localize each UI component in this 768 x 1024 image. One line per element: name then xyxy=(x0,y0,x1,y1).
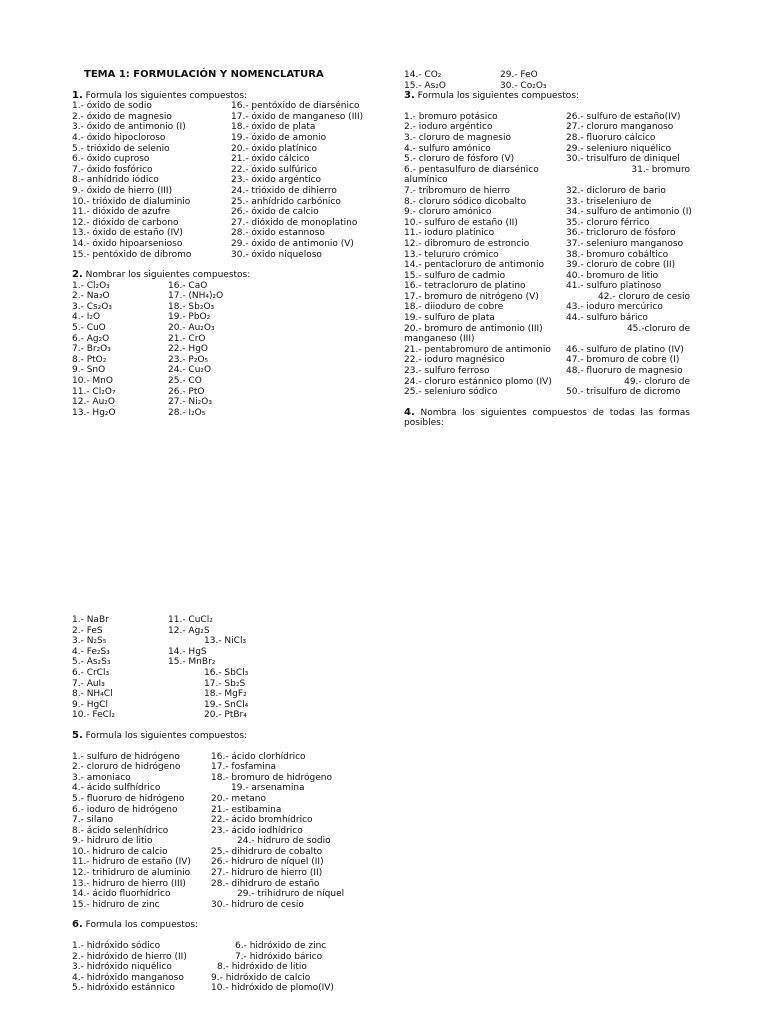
list-item: 21.- CrO xyxy=(168,333,206,344)
list-item: 4.- sulfuro amónico xyxy=(404,143,491,154)
list-item: 5.- fluoruro de hidrógeno xyxy=(72,793,185,804)
list-item: 24.- Cu₂O xyxy=(168,365,212,376)
list-item: 47.- bromuro de cobre (I) xyxy=(566,355,680,366)
list-item: 42.- cloruro de cesio xyxy=(598,291,690,302)
list-item: 12.- trihidruro de aluminio xyxy=(72,868,191,879)
list-item: 17.- bromuro de nitrógeno (V) xyxy=(404,291,539,302)
list-item: 13.- telururo crómico xyxy=(404,249,499,260)
list-item: 1.- sulfuro de hidrógeno xyxy=(72,751,180,762)
list-item: 14.- ácido fluorhídrico xyxy=(72,889,171,900)
list-item: 24.- hidruro de sodio xyxy=(237,836,331,847)
list-item: 12.- dióxido de carbono xyxy=(72,217,179,228)
list-item: 11.- Cl₂O₇ xyxy=(72,386,116,397)
list-item: 25.- seleniuro sódico xyxy=(404,387,498,398)
list-item: 7.- AuI₃ xyxy=(72,678,105,689)
list-item: 23.- ácido iodhídrico xyxy=(211,825,303,836)
list-item: 20.- óxido platínico xyxy=(231,143,317,154)
list-item: 41.- sulfuro platinoso xyxy=(566,281,662,292)
list-item: 18.- MgF₂ xyxy=(204,689,247,700)
list-item: 20.- metano xyxy=(211,793,266,804)
list-item: 8.- NH₄Cl xyxy=(72,689,113,700)
list-item: 17.- óxido de manganeso (III) xyxy=(231,111,364,122)
section-number: 2. xyxy=(72,269,83,281)
list-item: 48.- fluoruro de magnesio xyxy=(566,366,683,377)
list-item: 5.- trióxido de selenio xyxy=(72,143,170,154)
list-item: 43.- ioduro mercúrico xyxy=(566,302,663,313)
list-item: 15.- sulfuro de cadmio xyxy=(404,270,506,281)
list-item: 7.- óxido fosfórico xyxy=(72,164,153,175)
list-item: 29.- seleniuro niquélico xyxy=(566,143,672,154)
list-item: 44.- sulfuro bárico xyxy=(566,313,648,324)
list-item: 6.- pentasulfuro de diarsénico alumínico xyxy=(404,164,539,186)
list-item: 4.- hidróxido manganoso xyxy=(72,972,184,983)
list-item: 21.- pentabromuro de antimonio xyxy=(404,344,551,355)
list-item: 2.- ioduro argéntico xyxy=(404,122,493,133)
list-item: 3.- amoniaco xyxy=(72,772,131,783)
list-item: 31.- bromuro xyxy=(631,164,690,175)
list-item: 5.- cloruro de fósforo (V) xyxy=(404,154,515,165)
list-item: 9.- SnO xyxy=(72,365,106,376)
list-item: 26.- óxido de calcio xyxy=(231,207,319,218)
list-item: 8.- cloruro sódico dicobalto xyxy=(404,196,527,207)
section-6-list xyxy=(72,941,372,994)
section-2-heading xyxy=(72,270,362,281)
list-item: 21.- óxido cálcico xyxy=(231,154,310,165)
list-item: 7.- silano xyxy=(72,815,114,826)
list-item: 29.- óxido de antimonio (V) xyxy=(231,238,354,249)
list-item: 11.- ioduro platínico xyxy=(404,228,495,239)
list-item: 10.- trióxido de dialuminio xyxy=(72,196,191,207)
list-item: 18.- bromuro de hidrógeno xyxy=(211,772,332,783)
list-item: 28.- dihidruro de estaño xyxy=(211,878,320,889)
list-item: 11.- dióxido de azufre xyxy=(72,207,171,218)
list-item: 1.- NaBr xyxy=(72,615,109,625)
list-item: 2.- cloruro de hidrógeno xyxy=(72,762,181,773)
list-item: 12.- Au₂O xyxy=(72,397,115,408)
list-item: 2.- FeS xyxy=(72,625,103,636)
list-item: 22.- ácido bromhídrico xyxy=(211,815,313,826)
list-item: 12.- Ag₂S xyxy=(168,625,210,636)
list-item: 18.- Sb₂O₃ xyxy=(168,301,215,312)
list-item: 30.- trisulfuro de diniquel xyxy=(566,154,680,165)
list-item: 27.- dióxido de monoplatino xyxy=(231,217,358,228)
list-item: 8.- PtO₂ xyxy=(72,354,107,365)
list-item: 19.- óxido de amonio xyxy=(231,132,327,143)
section-2-continued-list xyxy=(404,70,690,91)
list-item: 14.- CO₂ xyxy=(404,70,442,80)
list-item: 5.- hidróxido estánnico xyxy=(72,983,175,994)
section-number: 6. xyxy=(72,919,83,931)
list-item: 17.- fosfamina xyxy=(211,762,276,773)
list-item: 21.- estibamina xyxy=(211,804,282,815)
section-4-list xyxy=(72,615,372,721)
list-item: 19.- arsenamina xyxy=(231,783,305,794)
section-instruction: Formula los siguientes compuestos: xyxy=(417,91,580,102)
list-item: 28.- óxido estannoso xyxy=(231,228,325,239)
section-1-heading xyxy=(72,91,362,102)
list-item: 39.- cloruro de cobre (II) xyxy=(566,260,676,271)
section-1-list xyxy=(72,101,362,260)
list-item: 27.- Ni₂O₃ xyxy=(168,397,212,408)
list-item: 16.- ácido clorhídrico xyxy=(211,751,306,762)
section-instruction: Formula los siguientes compuestos: xyxy=(85,90,248,101)
list-item: 36.- tricloruro de fósforo xyxy=(566,228,676,239)
list-item: 5.- CuO xyxy=(72,323,106,334)
list-item: 4.- I₂O xyxy=(72,312,101,323)
section-number: 3. xyxy=(404,90,415,102)
list-item: 17.- (NH₄)₂O xyxy=(168,291,224,302)
list-item: 37.- seleniuro manganoso xyxy=(566,238,684,249)
list-item: 49.- cloruro de xyxy=(624,376,690,387)
list-item: 9.- cloruro amónico xyxy=(404,207,492,218)
list-item: 4.- ácido sulfhídrico xyxy=(72,783,161,794)
list-item: 25.- CO xyxy=(168,376,202,387)
list-item: 15.- As₂O xyxy=(404,80,446,91)
list-item: 19.- PbO₂ xyxy=(168,312,211,323)
section-6-heading xyxy=(72,920,372,931)
list-item: 10.- FeCl₂ xyxy=(72,710,116,721)
list-item: 46.- sulfuro de platino (IV) xyxy=(566,344,684,355)
list-item: 29.- trihidruro de níquel xyxy=(237,889,345,900)
section-4-heading xyxy=(404,408,690,429)
list-item: 7.- Br₂O₃ xyxy=(72,344,111,355)
section-number: 1. xyxy=(72,89,83,101)
list-item: 15.- pentóxido de dibromo xyxy=(72,249,192,260)
list-item: 13.- NiCl₃ xyxy=(204,636,247,647)
list-item: 22.- HgO xyxy=(168,344,208,355)
list-item: 40.- bromuro de litio xyxy=(566,270,659,281)
list-item: 15.- hidruro de zinc xyxy=(72,899,160,910)
section-2-list xyxy=(72,281,362,419)
section-number: 5. xyxy=(72,729,83,741)
list-item: 10.- MnO xyxy=(72,376,113,387)
section-instruction: Formula los siguientes compuestos: xyxy=(85,730,248,741)
list-item: 9.- hidruro de litio xyxy=(72,836,153,847)
right-column xyxy=(404,70,690,429)
list-item: 50.- trisulfuro de dicromo xyxy=(566,387,681,398)
list-item: 2.- Na₂O xyxy=(72,291,110,302)
list-item: 16.- CaO xyxy=(168,280,208,291)
lower-left-column xyxy=(72,615,372,994)
list-item: 30.- óxido niqueloso xyxy=(231,249,322,260)
list-item: 7.- hidróxido bárico xyxy=(235,951,323,962)
list-item: 5.- As₂S₃ xyxy=(72,657,111,668)
list-item: 30.- Co₂O₃ xyxy=(500,80,547,91)
list-item: 12.- dibromuro de estroncio xyxy=(404,238,530,249)
list-item: 1.- Cl₂O₃ xyxy=(72,280,110,291)
list-item: 11.- CuCl₂ xyxy=(168,615,213,625)
list-item: 34.- sulfuro de antimonio (I) xyxy=(566,207,692,218)
list-item: 10.- hidróxido de plomo(IV) xyxy=(211,983,334,994)
list-item: 6.- hidróxido de zinc xyxy=(235,941,327,952)
list-item: 6.- CrCl₃ xyxy=(72,667,110,678)
list-item: 3.- óxido de antimonio (I) xyxy=(72,122,186,133)
section-5-list xyxy=(72,752,372,911)
list-item: 20.- Au₂O₃ xyxy=(168,323,215,334)
list-item: 28.- fluoruro cálcico xyxy=(566,132,656,143)
list-item: 4.- Fe₂S₃ xyxy=(72,646,110,657)
list-item: 45.-cloruro de xyxy=(626,323,690,334)
list-item: 14.- óxido hipoarsenioso xyxy=(72,238,183,249)
list-item: 38.- bromuro cobáltico xyxy=(566,249,669,260)
list-item: 6.- ioduro de hidrógeno xyxy=(72,804,178,815)
list-item: 26.- PtO xyxy=(168,386,205,397)
list-item: 3.- Cs₂O₃ xyxy=(72,301,112,312)
left-column xyxy=(72,70,362,418)
list-item: 8.- hidróxido de litio xyxy=(217,962,307,973)
list-item: 23.- sulfuro ferroso xyxy=(404,366,490,377)
section-instruction: Nombrar los siguientes compuestos: xyxy=(85,270,251,281)
list-item: 16.- pentóxido de diarsénico xyxy=(231,101,360,112)
list-item: 8.- anhídrido iódico xyxy=(72,175,159,186)
list-item: 24.- trióxido de dihierro xyxy=(231,185,337,196)
list-item: 25.- anhídrido carbónico xyxy=(231,196,341,207)
list-item: 7.- tribromuro de hierro xyxy=(404,185,510,196)
list-item: 25.- dihidruro de cobalto xyxy=(211,846,323,857)
section-3-list xyxy=(404,112,690,398)
list-item: 1.- óxido de sodio xyxy=(72,101,152,112)
list-item: 26.- sulfuro de estaño(IV) xyxy=(566,111,681,122)
section-instruction: Nombra los siguientes compuestos de todas las formas posibles: xyxy=(404,407,690,429)
list-item: 10.- sulfuro de estaño (II) xyxy=(404,217,518,228)
list-item: 1.- bromuro potásico xyxy=(404,111,498,122)
list-item: 2.- hidróxido de hierro (II) xyxy=(72,951,187,962)
list-item: 9.- HgCl xyxy=(72,699,108,710)
list-item: 8.- ácido selenhídrico xyxy=(72,825,169,836)
section-3-heading xyxy=(404,91,690,102)
list-item: 28.- I₂O₅ xyxy=(168,407,206,418)
list-item: 14.- HgS xyxy=(168,646,207,657)
list-item: 22.- óxido sulfúrico xyxy=(231,164,317,175)
list-item: 16.- tetracloruro de platino xyxy=(404,281,526,292)
list-item: 23.- P₂O₅ xyxy=(168,354,209,365)
list-item: 13.- óxido de estaño (IV) xyxy=(72,228,183,239)
list-item: 4.- óxido hipocloroso xyxy=(72,132,166,143)
list-item: 3.- cloruro de magnesio xyxy=(404,132,511,143)
page-title: TEMA 1: FORMULACIÓN Y NOMENCLATURA xyxy=(84,69,324,80)
list-item: 3.- hidróxido niquélico xyxy=(72,962,172,973)
list-item: 10.- hidruro de calcio xyxy=(72,846,168,857)
list-item: 33.- triseleniuro de xyxy=(566,196,652,207)
list-item: 18.- óxido de plata xyxy=(231,122,316,133)
list-item: 13.- hidruro de hierro (III) xyxy=(72,878,186,889)
list-item: 30.- hidruro de cesio xyxy=(211,899,304,910)
list-item: 20.- bromuro de antimonio (III) manganeso (III) xyxy=(404,323,543,345)
list-item: 6.- Ag₂O xyxy=(72,333,110,344)
list-item: 2.- óxido de magnesio xyxy=(72,111,172,122)
list-item: 3.- N₂S₅ xyxy=(72,636,107,647)
list-item: 20.- PtBr₄ xyxy=(204,710,247,721)
list-item: 29.- FeO xyxy=(500,70,538,80)
list-item: 9.- hidróxido de calcio xyxy=(211,972,311,983)
list-item: 27.- hidruro de hierro (II) xyxy=(211,868,323,879)
list-item: 24.- cloruro estánnico plomo (IV) xyxy=(404,376,552,387)
section-number: 4. xyxy=(404,406,415,418)
list-item: 23.- óxido argéntico xyxy=(231,175,322,186)
list-item: 27.- cloruro manganoso xyxy=(566,122,674,133)
list-item: 13.- Hg₂O xyxy=(72,407,116,418)
list-item: 16.- SbCl₃ xyxy=(204,667,249,678)
list-item: 26.- hidruro de níquel (II) xyxy=(211,857,324,868)
list-item: 15.- MnBr₂ xyxy=(168,657,216,668)
section-instruction: Formula los compuestos: xyxy=(85,920,199,931)
list-item: 17.- Sb₂S xyxy=(204,678,246,689)
list-item: 9.- óxido de hierro (III) xyxy=(72,185,173,196)
list-item: 1.- hidróxido sódico xyxy=(72,941,161,952)
list-item: 19.- SnCl₄ xyxy=(204,699,249,710)
list-item: 22.- ioduro magnésico xyxy=(404,355,505,366)
list-item: 35.- cloruro férrico xyxy=(566,217,650,228)
list-item: 11.- hidruro de estaño (IV) xyxy=(72,857,191,868)
list-item: 32.- dicloruro de bario xyxy=(566,185,666,196)
list-item: 18.- diioduro de cobre xyxy=(404,302,504,313)
list-item: 19.- sulfuro de plata xyxy=(404,313,495,324)
list-item: 14.- pentacloruro de antimonio xyxy=(404,260,544,271)
list-item: 6.- óxido cuproso xyxy=(72,154,150,165)
section-5-heading xyxy=(72,731,372,742)
